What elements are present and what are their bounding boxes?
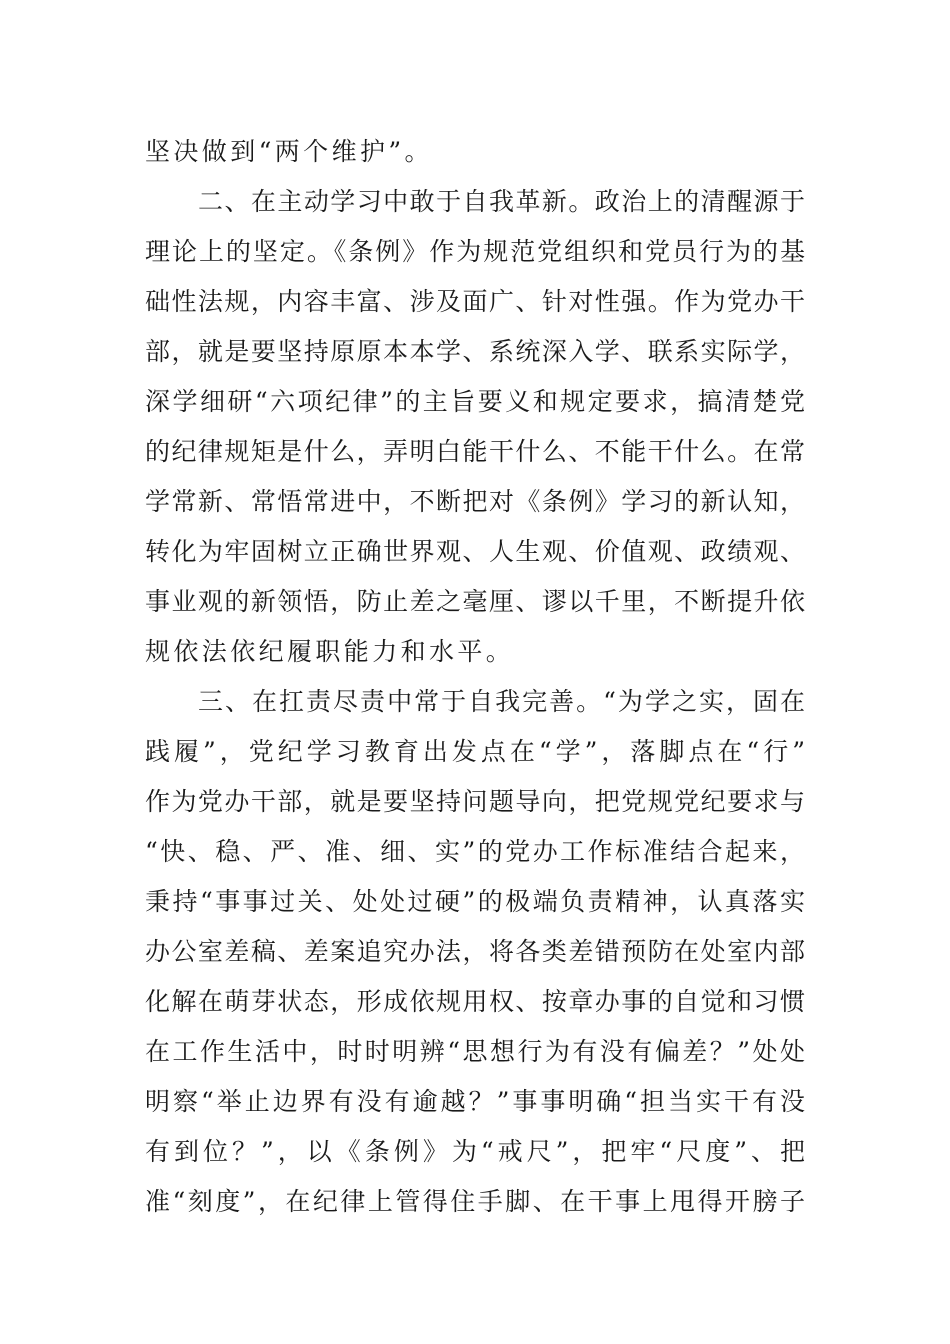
text-line: 有到位？”，以《条例》为“戒尺”，把牢“尺度”、把 <box>145 1137 805 1166</box>
text-line: 理论上的坚定。《条例》作为规范党组织和党员行为的基 <box>145 237 805 266</box>
text-line: 作为党办干部，就是要坚持问题导向，把党规党纪要求与 <box>145 787 805 816</box>
text-line: 的纪律规矩是什么，弄明白能干什么、不能干什么。在常 <box>145 437 805 466</box>
text-line: 化解在萌芽状态，形成依规用权、按章办事的自觉和习惯 <box>145 987 805 1016</box>
text-line: 秉持“事事过关、处处过硬”的极端负责精神，认真落实 <box>145 887 805 916</box>
text-line: 深学细研“六项纪律”的主旨要义和规定要求，搞清楚党 <box>145 387 805 416</box>
text-line: 践履”，党纪学习教育出发点在“学”，落脚点在“行” <box>145 737 805 766</box>
text-line: 办公室差稿、差案追究办法，将各类差错预防在处室内部 <box>145 937 805 966</box>
text-line: 转化为牢固树立正确世界观、人生观、价值观、政绩观、 <box>145 537 805 566</box>
paragraph-2-heading-line: 二、在主动学习中敢于自我革新。政治上的清醒源于 <box>198 187 805 216</box>
text-line: 坚决做到“两个维护”。 <box>145 137 433 166</box>
text-line: 学常新、常悟常进中，不断把对《条例》学习的新认知， <box>145 487 805 516</box>
text-line: 规依法依纪履职能力和水平。 <box>145 637 515 666</box>
text-line: 在工作生活中，时时明辨“思想行为有没有偏差？”处处 <box>145 1037 805 1066</box>
text-line: “快、稳、严、准、细、实”的党办工作标准结合起来， <box>145 837 805 866</box>
text-line: 事业观的新领悟，防止差之毫厘、谬以千里，不断提升依 <box>145 587 805 616</box>
text-line: 准“刻度”，在纪律上管得住手脚、在干事上甩得开膀子 <box>145 1187 805 1216</box>
text-line: 部，就是要坚持原原本本学、系统深入学、联系实际学， <box>145 337 805 366</box>
text-line: 础性法规，内容丰富、涉及面广、针对性强。作为党办干 <box>145 287 805 316</box>
paragraph-3-heading-line: 三、在扛责尽责中常于自我完善。“为学之实，固在 <box>198 687 805 716</box>
text-line: 明察“举止边界有没有逾越？”事事明确“担当实干有没 <box>145 1087 805 1116</box>
